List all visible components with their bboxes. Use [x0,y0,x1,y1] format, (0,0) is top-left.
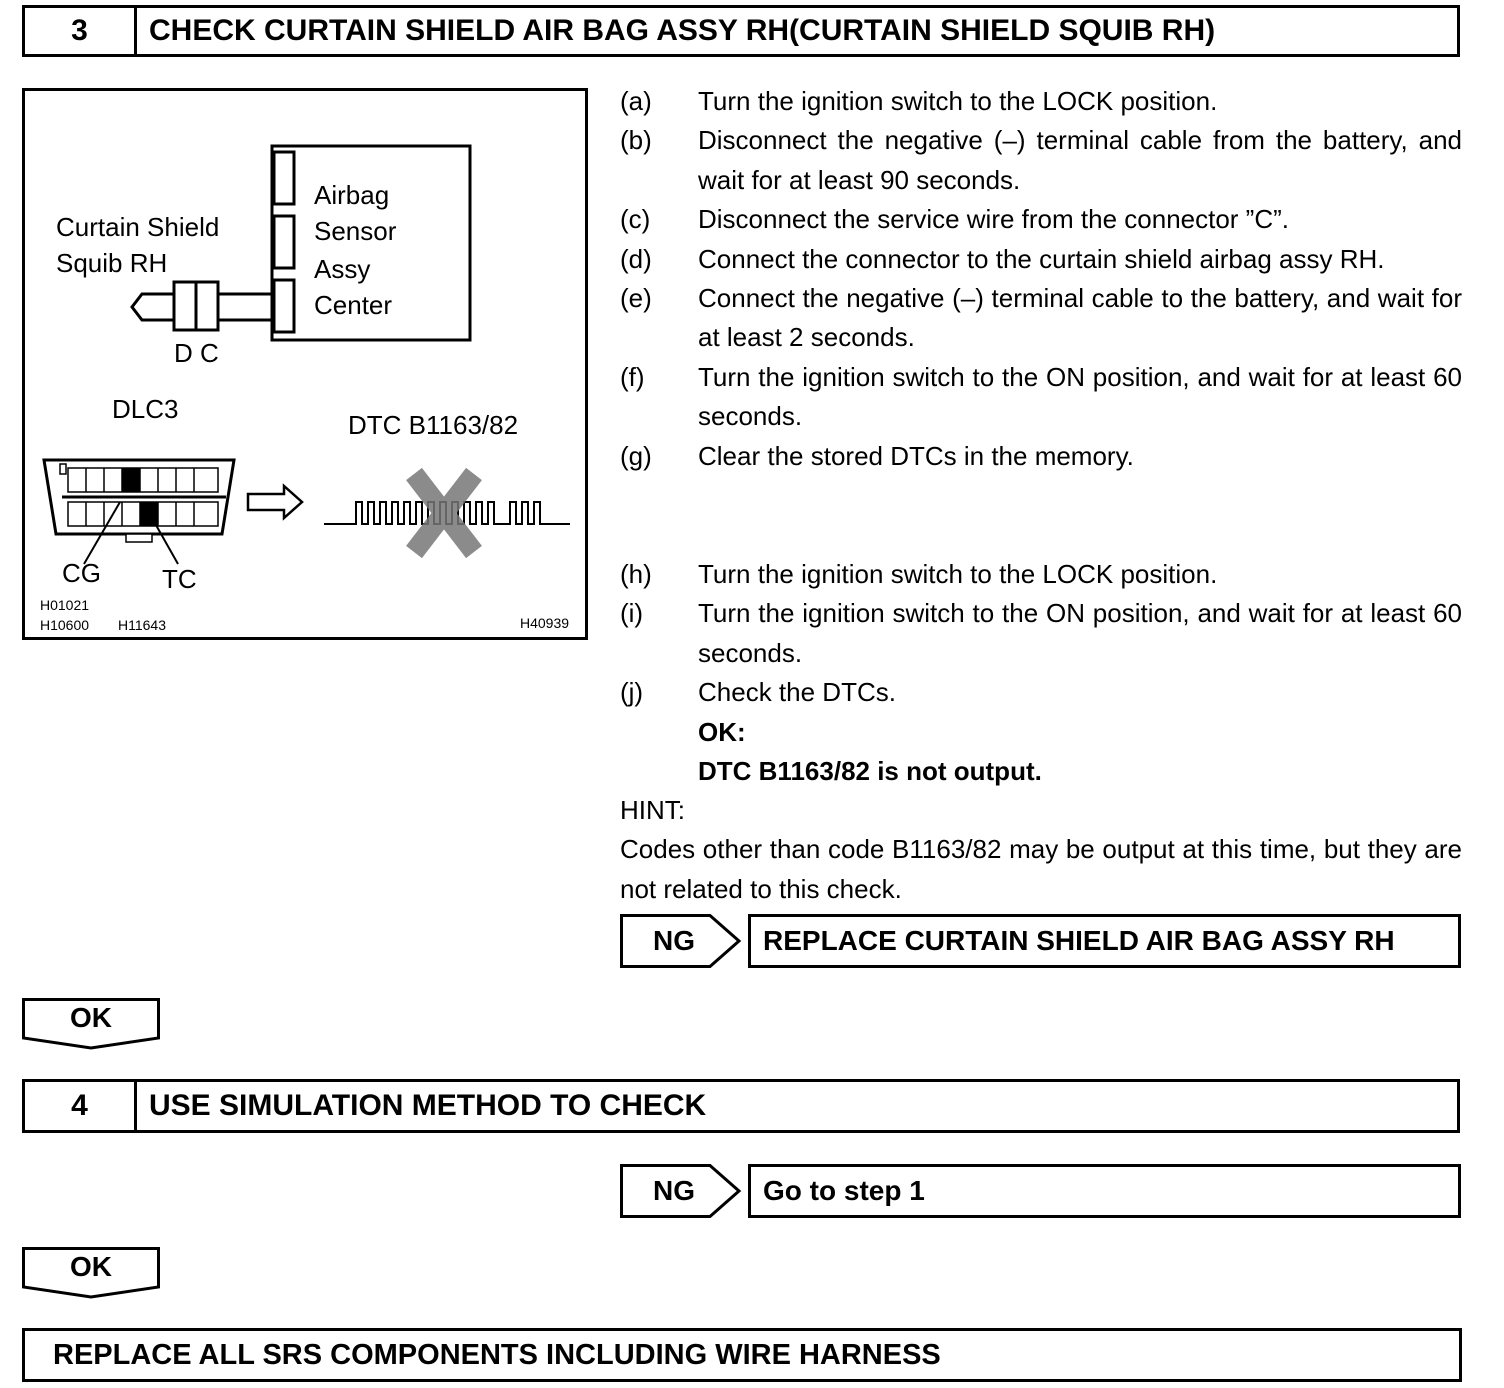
ok-result: DTC B1163/82 is not output. [698,756,1042,787]
cg-terminal [122,468,140,492]
list-item: (e) Connect the negative (–) terminal cable to the battery, and wait for at least 2 seconds. [620,283,1462,353]
ref-number: H01021 [40,597,90,613]
ok-tag [22,1247,160,1299]
instruction-list-2 [620,555,1462,791]
step-number: 4 [25,1082,137,1130]
connector-c [196,282,218,330]
dtc-label: DTC B1163/82 [348,410,519,440]
list-item: (g) Clear the stored DTCs in the memory. [620,440,1134,471]
connector-label: D C [174,338,219,368]
ref-number: H10600 [40,617,90,633]
list-item: (i) Turn the ignition switch to the ON position, and wait for at least 60 seconds. [620,598,1462,668]
instruction-list-1 [620,82,1462,476]
ok-heading: OK: [698,716,746,747]
step-title: USE SIMULATION METHOD TO CHECK [149,1089,707,1122]
ok-label: OK [70,1002,112,1033]
ng-action-box: REPLACE CURTAIN SHIELD AIR BAG ASSY RH [748,914,1461,968]
ng-label: NG [653,1175,695,1206]
cg-label: CG [62,558,101,588]
ok-result-row [620,752,1462,791]
wiring-diagram-figure [22,88,588,640]
squib-label-1: Curtain Shield [56,212,220,242]
list-item: (c) Disconnect the service wire from the connector ”C”. [620,204,1289,235]
step-3-header [22,5,1460,57]
connector-d [174,282,196,330]
list-item: (j) Check the DTCs. [620,677,896,708]
tc-label: TC [162,564,197,594]
sensor-label-2: Sensor [314,216,397,246]
list-item: (a) Turn the ignition switch to the LOCK position. [620,86,1218,116]
final-action-box: REPLACE ALL SRS COMPONENTS INCLUDING WIRE HARNESS [22,1328,1462,1382]
hint-block [620,791,1462,909]
ok-label: OK [70,1251,112,1282]
step-number: 3 [25,8,137,54]
ng-tag [620,914,740,968]
ref-number: H11643 [118,617,167,633]
squib-label-2: Squib RH [56,248,168,278]
sensor-label-4: Center [314,290,393,320]
hint-label: HINT: [620,795,685,825]
ng-tag [620,1164,740,1218]
step-4-header [22,1079,1460,1133]
ref-number: H40939 [520,615,570,631]
ng-action-box: Go to step 1 [748,1164,1461,1218]
ok-tag [22,998,160,1050]
step-title: CHECK CURTAIN SHIELD AIR BAG ASSY RH(CURTAIN SHIELD SQUIB RH) [149,14,1216,47]
list-item: (b) Disconnect the negative (–) terminal cable from the battery, and wait for at least 90 seconds. [620,125,1462,195]
list-item: (d) Connect the connector to the curtain shield airbag assy RH. [620,243,1385,274]
sensor-label-1: Airbag [314,180,390,210]
list-item: (f) Turn the ignition switch to the ON position, and wait for at least 60 seconds. [620,361,1462,432]
ok-heading-row [620,713,1462,752]
hint-text: Codes other than code B1163/82 may be output at this time, but they are not related to this check. [620,834,1462,904]
sensor-label-3: Assy [314,254,371,284]
list-item: (h) Turn the ignition switch to the LOCK position. [620,559,1218,589]
dlc-label: DLC3 [112,394,179,424]
ng-label: NG [653,925,695,956]
